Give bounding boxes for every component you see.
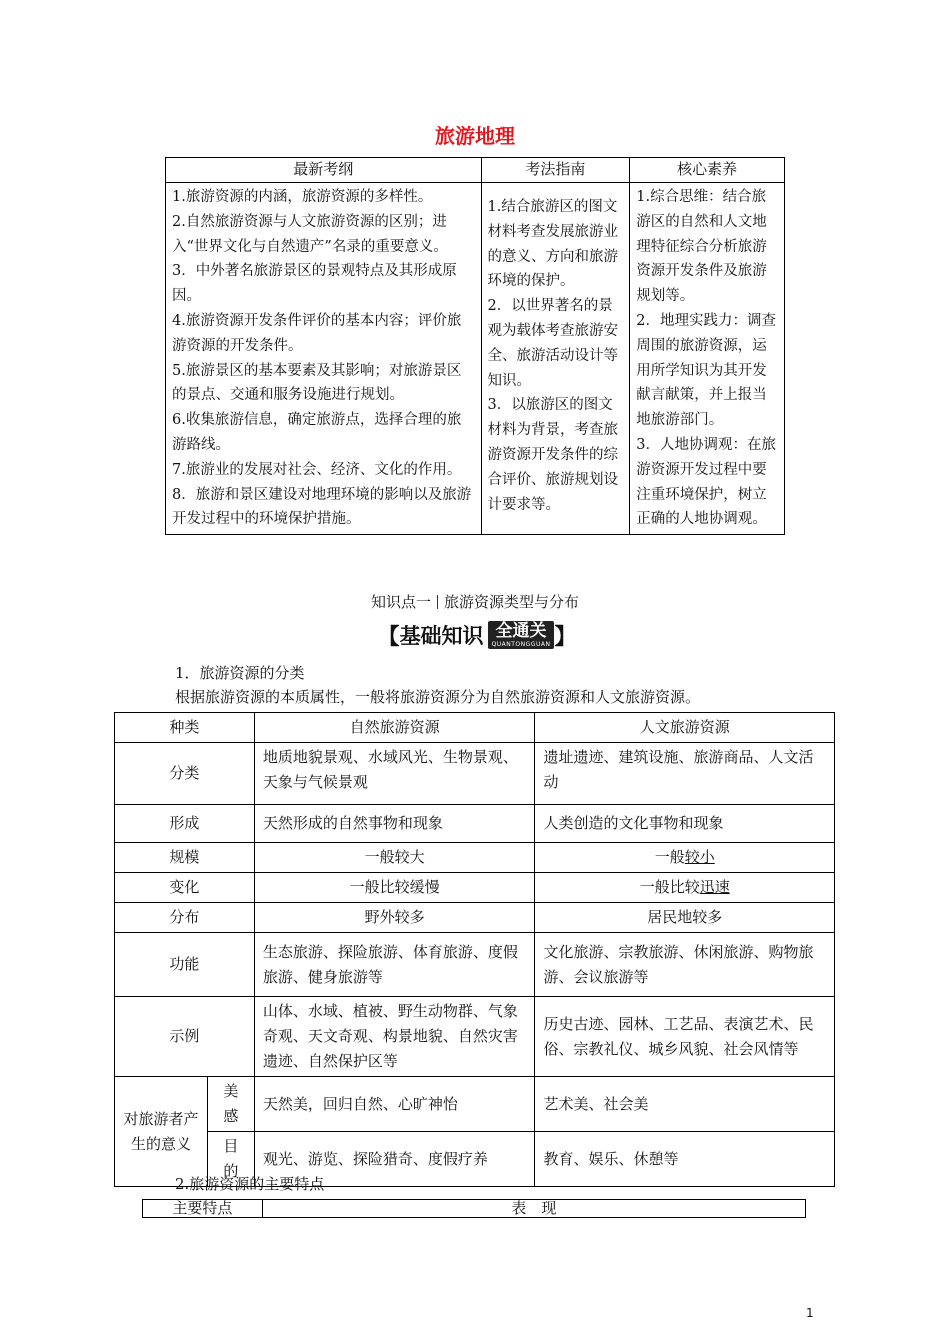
- cultural-cell: [535, 843, 835, 873]
- cultural-cell: 艺术美、社会美: [535, 1077, 835, 1132]
- natural-cell: 天然美，回归自然、心旷神怡: [254, 1077, 535, 1132]
- syllabus-item: 7.旅游业的发展对社会、经济、文化的作用。: [172, 461, 462, 478]
- knowledge-point-title: [0, 591, 950, 612]
- row-label: 分类: [115, 743, 255, 805]
- syllabus-item: 6.收集旅游信息，确定旅游点，选择合理的旅游路线。: [172, 412, 462, 453]
- header-core-literacy: 核心素养: [630, 158, 785, 183]
- page-number: 1: [806, 1306, 814, 1320]
- banner-left-bracket: 【: [377, 624, 400, 650]
- cultural-cell: 遗址遗迹、建筑设施、旅游商品、人文活动: [535, 743, 835, 805]
- syllabus-col-latest: [166, 183, 482, 535]
- table-row: [143, 1200, 806, 1218]
- section-banner: [366, 620, 588, 650]
- header-exam-guide: 考法指南: [481, 158, 630, 183]
- banner-badge-text: 全通关: [495, 621, 547, 641]
- table-row: [115, 1077, 835, 1132]
- table-row: [115, 873, 835, 903]
- table-row: [115, 713, 835, 743]
- guide-item: 1.结合旅游区的图文材料考查发展旅游业的意义、方向和旅游环境的保护。: [487, 199, 619, 290]
- syllabus-item: 2.自然旅游资源与人文旅游资源的区别；进入“世界文化与自然遗产”名录的重要意义。: [172, 213, 448, 255]
- cultural-text: 一般: [654, 848, 685, 866]
- row-label: 变化: [115, 873, 255, 903]
- header-latest-syllabus: 最新考纲: [166, 158, 482, 183]
- row-label: 规模: [115, 843, 255, 873]
- natural-cell: 山体、水域、植被、野生动物群、气象奇观、天文奇观、构景地貌、自然灾害遗迹、自然保护区等: [254, 997, 535, 1077]
- significance-label: 对旅游者产生的意义: [115, 1077, 208, 1187]
- natural-cell: 天然形成的自然事物和现象: [254, 805, 535, 843]
- table-row: [115, 805, 835, 843]
- beauty-label: 美感: [207, 1077, 254, 1132]
- banner-badge: [488, 621, 555, 649]
- syllabus-col-guide: [481, 183, 630, 535]
- literacy-item: 3．人地协调观：在旅游资源开发过程中要注重环境保护，树立正确的人地协调观。: [636, 436, 776, 528]
- natural-cell: 地质地貌景观、水域风光、生物景观、天象与气候景观: [254, 743, 535, 805]
- table-row: [115, 997, 835, 1077]
- resource-types-table: [114, 712, 835, 1187]
- section1-heading: 1．旅游资源的分类: [175, 664, 305, 682]
- row-label: 分布: [115, 903, 255, 933]
- syllabus-item: 8．旅游和景区建设对地理环境的影响以及旅游开发过程中的环境保护措施。: [172, 486, 472, 528]
- cultural-cell: 居民地较多: [535, 903, 835, 933]
- table-row: [115, 843, 835, 873]
- natural-cell: 一般较大: [254, 843, 535, 873]
- row-label: 功能: [115, 933, 255, 997]
- cultural-text: 一般比较: [639, 878, 700, 896]
- literacy-item: 2．地理实践力：调查周围的旅游资源，运用所学知识为其开发献言献策，并上报当地旅游部门。: [636, 312, 776, 429]
- cultural-underlined-text: 较小: [684, 848, 715, 866]
- literacy-item: 1.综合思维：结合旅游区的自然和人文地理特征综合分析旅游资源开发条件及旅游规划等。: [636, 189, 767, 305]
- row-label: 形成: [115, 805, 255, 843]
- syllabus-body-row: [166, 183, 785, 535]
- cultural-cell: 文化旅游、宗教旅游、休闲旅游、购物旅游、会议旅游等: [535, 933, 835, 997]
- features-table: [142, 1199, 806, 1218]
- cultural-underlined-text: 迅速: [699, 878, 730, 896]
- guide-item: 2．以世界著名的景观为载体考查旅游安全、旅游活动设计等知识。: [487, 298, 619, 389]
- header-performance: 表 现: [262, 1200, 805, 1218]
- row-label: 示例: [115, 997, 255, 1077]
- table-row: [115, 933, 835, 997]
- syllabus-item: 3．中外著名旅游景区的景观特点及其形成原因。: [172, 263, 457, 305]
- cultural-cell: 教育、娱乐、休憩等: [535, 1132, 835, 1187]
- knowledge-point-label: 知识点一: [370, 593, 431, 611]
- natural-cell: 观光、游览、探险猎奇、度假疗养: [254, 1132, 535, 1187]
- divider: [437, 595, 438, 609]
- syllabus-item: 1.旅游资源的内涵，旅游资源的多样性。: [172, 189, 433, 205]
- syllabus-header-row: [166, 158, 785, 183]
- syllabus-item: 5.旅游景区的基本要素及其影响；对旅游景区的景点、交通和服务设施进行规划。: [172, 362, 462, 404]
- natural-cell: 一般比较缓慢: [254, 873, 535, 903]
- syllabus-item: 4.旅游资源开发条件评价的基本内容；评价旅游资源的开发条件。: [172, 312, 462, 354]
- header-natural: 自然旅游资源: [254, 713, 535, 743]
- natural-cell: 生态旅游、探险旅游、体育旅游、度假旅游、健身旅游等: [254, 933, 535, 997]
- header-cultural: 人文旅游资源: [535, 713, 835, 743]
- purpose-label: 目的: [207, 1132, 254, 1187]
- guide-item: 3．以旅游区的图文材料为背景，考查旅游资源开发条件的综合评价、旅游规划设计要求等。: [487, 397, 619, 513]
- banner-text: 基础知识: [399, 624, 484, 648]
- cultural-cell: 人类创造的文化事物和现象: [535, 805, 835, 843]
- header-type: 种类: [115, 713, 255, 743]
- section1-intro: 根据旅游资源的本质属性，一般将旅游资源分为自然旅游资源和人文旅游资源。: [175, 688, 701, 706]
- banner-badge-sub: QUANTONGGUAN: [491, 641, 551, 648]
- page-title: 旅游地理: [435, 124, 515, 148]
- table-row: [115, 743, 835, 805]
- syllabus-table: [165, 157, 785, 535]
- cultural-cell: 历史古迹、园林、工艺品、表演艺术、民俗、宗教礼仪、城乡风貌、社会风情等: [535, 997, 835, 1077]
- syllabus-col-literacy: [630, 183, 785, 535]
- banner-right-bracket: 】: [554, 624, 577, 650]
- table-row: [115, 903, 835, 933]
- header-main-feature: 主要特点: [143, 1200, 263, 1218]
- natural-cell: 野外较多: [254, 903, 535, 933]
- cultural-cell: [535, 873, 835, 903]
- knowledge-point-text: 旅游资源类型与分布: [444, 593, 580, 611]
- section2-heading: 2.旅游资源的主要特点: [175, 1175, 325, 1193]
